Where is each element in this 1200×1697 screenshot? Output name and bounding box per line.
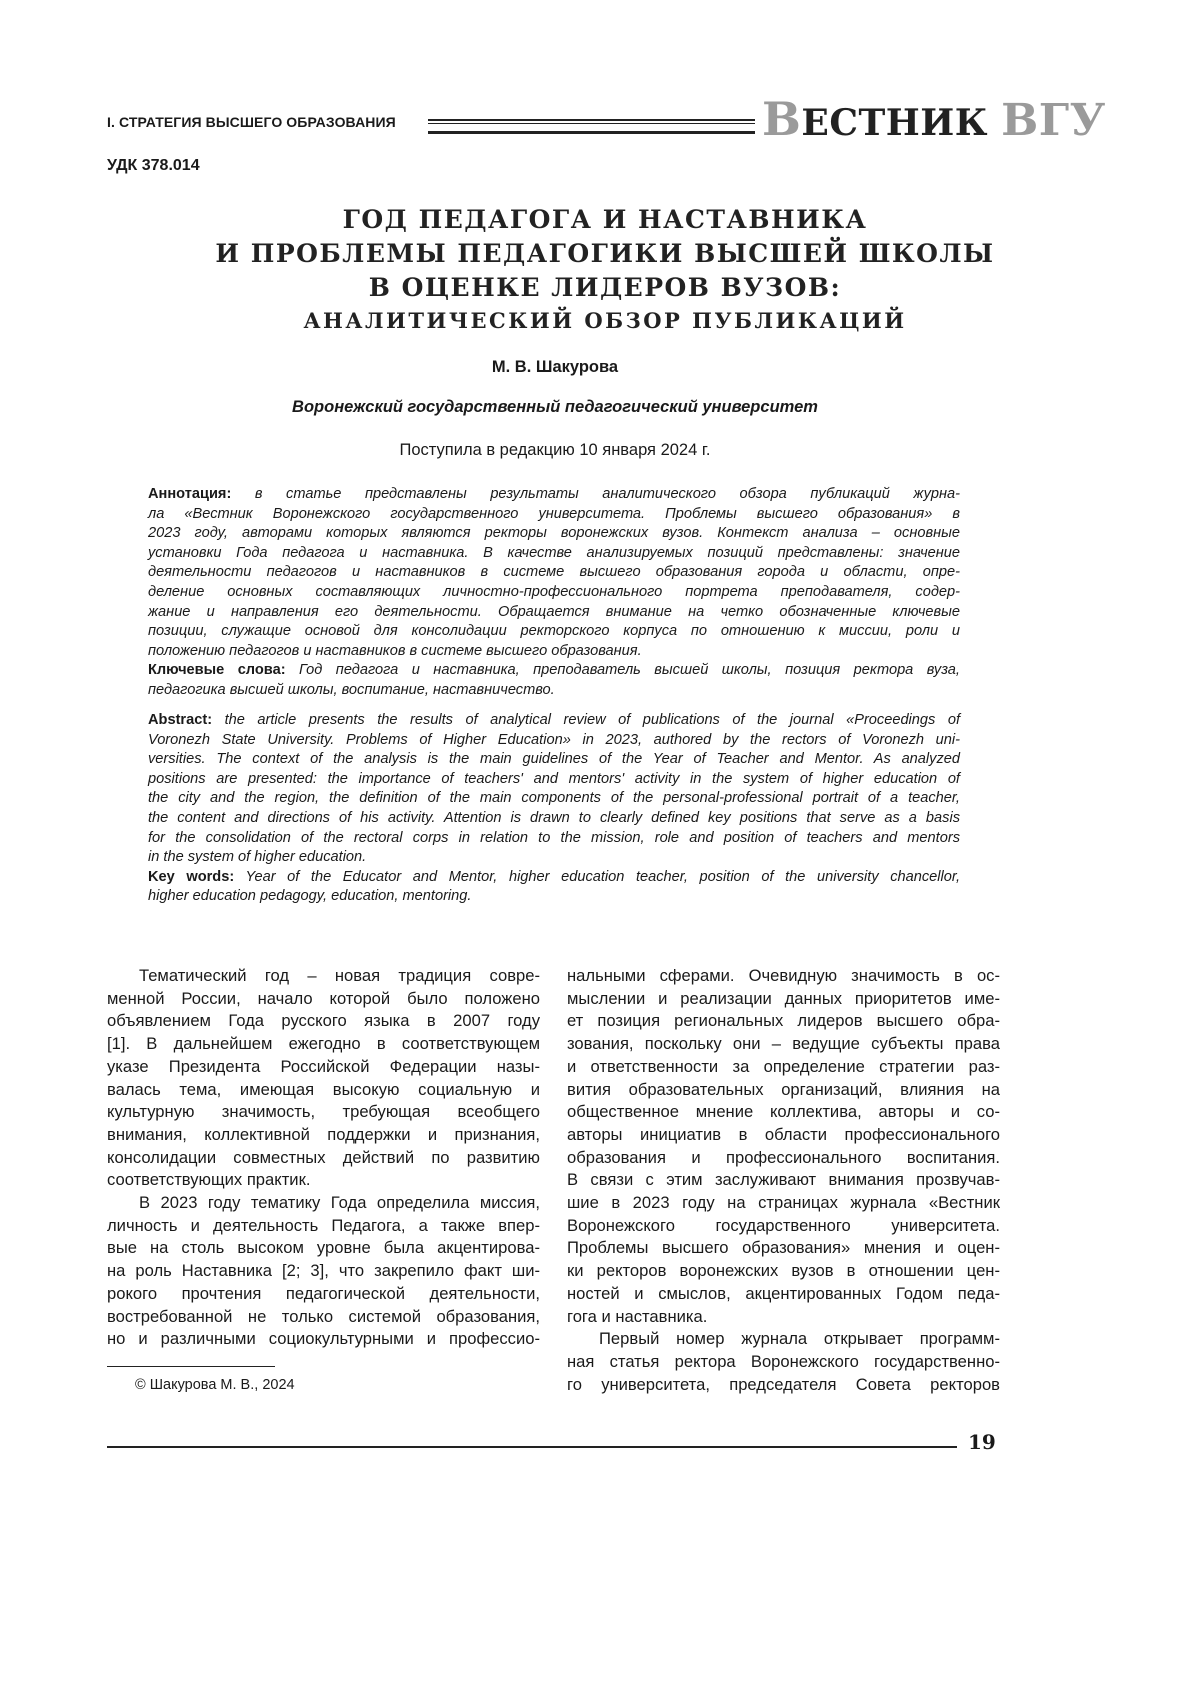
body-line: зования, поскольку они – ведущие субъекты права (567, 1033, 1000, 1056)
abstract-text: in the system of higher education. (148, 849, 366, 865)
text-line (148, 731, 960, 751)
body-line: и ответственности за определение стратегии раз- (567, 1056, 1000, 1079)
annotation-text: ла «Вестник Воронежского государственного университета. Проблемы высшего образования» в (148, 506, 960, 522)
keywords_en-text: higher education pedagogy, education, mentoring. (148, 888, 471, 904)
body-column-left (107, 965, 540, 1351)
article-title (100, 203, 1110, 337)
body-line: Воронежского государственного университета. (567, 1215, 1000, 1238)
body-line: ки ректоров воронежских вузов в отношении цен- (567, 1260, 1000, 1283)
body-line: В 2023 году тематику Года определила миссия, (107, 1192, 540, 1215)
body-column-right (567, 965, 1000, 1396)
page-number: 19 (968, 1430, 996, 1454)
text-line (148, 681, 960, 701)
text-line (148, 661, 960, 681)
body-line: менной России, начало которой было положено (107, 988, 540, 1011)
text-line (148, 848, 960, 868)
title-line: В ОЦЕНКЕ ЛИДЕРОВ ВУЗОВ: (100, 271, 1110, 305)
body-line: Проблемы высшего образования» мнения и оцен- (567, 1237, 1000, 1260)
annotation-text: деление основных составляющих личностно-профессионального портрета преподавателя, содер- (148, 584, 960, 600)
body-line: на роль Наставника [2; 3], что закрепило факт ши- (107, 1260, 540, 1283)
running-header-section: I. СТРАТЕГИЯ ВЫСШЕГО ОБРАЗОВАНИЯ (107, 114, 396, 130)
keywords_ru-text: педагогика высшей школы, воспитание, наставничество. (148, 682, 555, 698)
text-line (148, 887, 960, 907)
body-line: валась тема, имеющая высокую социальную и (107, 1079, 540, 1102)
abstract-text: for the consolidation of the rectoral corps in relation to the mission, role and position of teachers and mentors (148, 830, 960, 846)
text-line (148, 829, 960, 849)
body-line: внимания, коллективной поддержки и признания, (107, 1124, 540, 1147)
affiliation: Воронежский государственный педагогический университет (0, 398, 1110, 417)
body-line: [1]. В дальнейшем ежегодно в соответствующем (107, 1033, 540, 1056)
body-line: вые на столь высоком уровне была акцентирова- (107, 1237, 540, 1260)
body-line: ностей и смыслов, акцентированных Годом педа- (567, 1283, 1000, 1306)
udk-code: УДК 378.014 (107, 157, 200, 175)
abstract-text: versities. The context of the analysis is the main guidelines of the Year of Teacher and Mentor. As analyzed (148, 751, 960, 767)
received-date: Поступила в редакцию 10 января 2024 г. (0, 441, 1110, 460)
text-line (148, 505, 960, 525)
body-line: востребованной не только системой образования, (107, 1306, 540, 1329)
body-line: гога и наставника. (567, 1306, 1000, 1329)
body-line: общественное мнение коллектива, авторы и со- (567, 1101, 1000, 1124)
text-line (148, 563, 960, 583)
body-line: консолидации совместных действий по развитию (107, 1147, 540, 1170)
author: М. В. Шакурова (0, 358, 1110, 377)
text-line (148, 642, 960, 662)
keywords_en-label: Key words: (148, 869, 234, 885)
body-line: В связи с этим заслуживают внимания прозвучав- (567, 1169, 1000, 1192)
text-line (148, 485, 960, 505)
body-line: вития образовательных организаций, влияния на (567, 1079, 1000, 1102)
text-line (148, 603, 960, 623)
copyright-footnote: © Шакурова М. В., 2024 (135, 1377, 295, 1393)
body-line: го университета, председателя Совета ректоров (567, 1374, 1000, 1397)
annotation-text: положению педагогов и наставников в системе высшего образования. (148, 643, 642, 659)
body-line: мыслении и реализации данных приоритетов име- (567, 988, 1000, 1011)
footer-rule (107, 1446, 957, 1448)
abstract-text: positions are presented: the importance of teachers' and mentors' activity in the system of higher education of (148, 771, 960, 787)
annotation-ru (148, 485, 960, 701)
body-line: авторы инициатив в области профессионального (567, 1124, 1000, 1147)
body-line: ная статья ректора Воронежского государственно- (567, 1351, 1000, 1374)
annotation-text: установки Года педагога и наставника. В качестве анализируемых позиций представлены: значение (148, 545, 960, 561)
header-rule (428, 119, 755, 134)
text-line (148, 544, 960, 564)
body-line: личность и деятельность Педагога, а также впер- (107, 1215, 540, 1238)
keywords_ru-label: Ключевые слова: (148, 662, 286, 678)
body-line: культурную значимость, требующая всеобщего (107, 1101, 540, 1124)
text-line (148, 750, 960, 770)
body-line: нальными сферами. Очевидную значимость в ос- (567, 965, 1000, 988)
text-line (148, 868, 960, 888)
text-line (148, 770, 960, 790)
body-line: шие в 2023 году на страницах журнала «Вестник (567, 1192, 1000, 1215)
body-line: Первый номер журнала открывает программ- (567, 1328, 1000, 1351)
title-line: ГОД ПЕДАГОГА И НАСТАВНИКА (100, 203, 1110, 237)
body-line: указе Президента Российской Федерации назы- (107, 1056, 540, 1079)
abstract-text: the article presents the results of analytical review of publications of the journal «Proceedings of (225, 712, 960, 728)
footnote-rule (107, 1366, 275, 1367)
text-line (148, 622, 960, 642)
annotation-label: Аннотация: (148, 486, 231, 502)
body-line: Тематический год – новая традиция совре- (107, 965, 540, 988)
journal-logo: ВЕСТНИК ВГУ (762, 92, 1106, 146)
text-line (148, 583, 960, 603)
body-line: рокого прочтения педагогической деятельности, (107, 1283, 540, 1306)
annotation-text: 2023 году, авторами которых являются ректоры воронежских вузов. Контекст анализа – основные (148, 525, 960, 541)
title-line: АНАЛИТИЧЕСКИЙ ОБЗОР ПУБЛИКАЦИЙ (100, 305, 1110, 337)
body-line: образования и профессионального воспитания. (567, 1147, 1000, 1170)
abstract-text: Voronezh State University. Problems of Higher Education» in 2023, authored by the rectors of Voronezh uni- (148, 732, 960, 748)
annotation-text: позиции, служащие основой для консолидации ректорского корпуса по отношению к миссии, роли и (148, 623, 960, 639)
annotation-text: жание и направления его деятельности. Обращается внимание на четко обозначенные ключевые (148, 604, 960, 620)
text-line (148, 711, 960, 731)
abstract-text: the city and the region, the definition of the main components of the personal-professional portrait of a teacher, (148, 790, 960, 806)
annotation-text: деятельности педагогов и наставников в системе высшего образования города и области, опре- (148, 564, 960, 580)
journal-page (0, 0, 1200, 1697)
body-line: соответствующих практик. (107, 1169, 540, 1192)
abstract-en (148, 711, 960, 907)
keywords_en-text: Year of the Educator and Mentor, higher education teacher, position of the university chancellor, (246, 869, 960, 885)
text-line (148, 524, 960, 544)
body-line: но и различными социокультурными и профессио- (107, 1328, 540, 1351)
annotation-text: в статье представлены результаты аналитического обзора публикаций журна- (255, 486, 960, 502)
abstract-label: Abstract: (148, 712, 212, 728)
abstract-text: the content and directions of his activity. Attention is drawn to clearly defined key positions that serve as a basis (148, 810, 960, 826)
title-line: И ПРОБЛЕМЫ ПЕДАГОГИКИ ВЫСШЕЙ ШКОЛЫ (100, 237, 1110, 271)
text-line (148, 809, 960, 829)
keywords_ru-text: Год педагога и наставника, преподаватель высшей школы, позиция ректора вуза, (299, 662, 960, 678)
body-line: объявлением Года русского языка в 2007 году (107, 1010, 540, 1033)
body-line: ет позиция региональных лидеров высшего обра- (567, 1010, 1000, 1033)
text-line (148, 789, 960, 809)
